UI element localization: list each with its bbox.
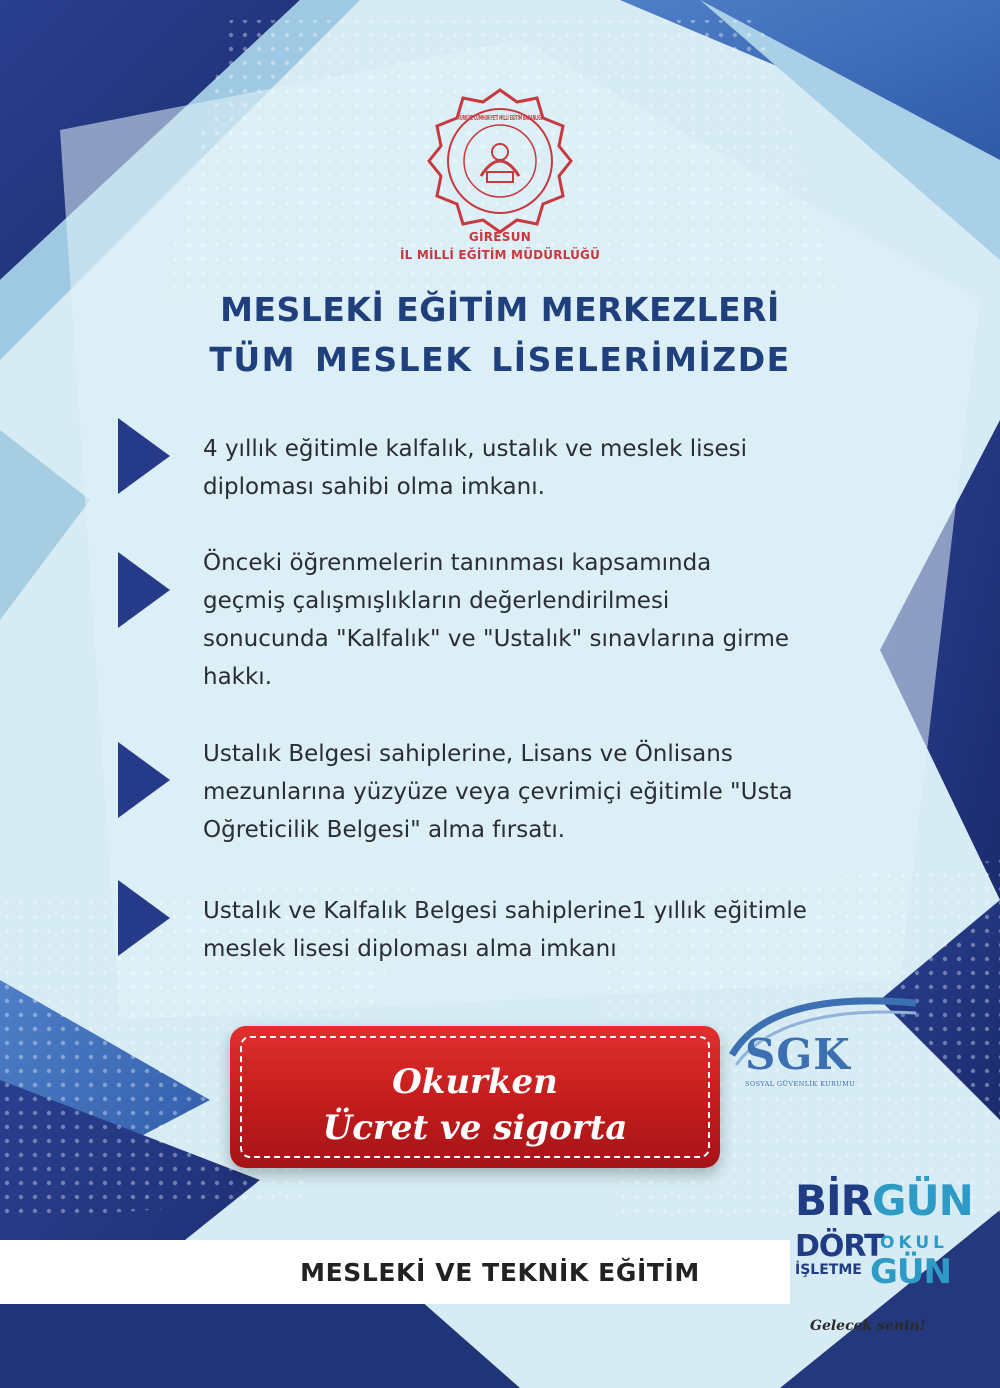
seal-ring-text: TÜRKİYE CUMHURİYETİ MİLLÎ EĞİTİM BAKANLIĞI — [458, 114, 648, 122]
badge-line-1: Okurken — [392, 1062, 558, 1102]
bullet-4-line-2: meslek lisesi diploması alma imkanı — [203, 936, 617, 962]
campaign-gun: GÜN — [871, 1176, 973, 1225]
triangle-bullet-icon — [118, 552, 170, 628]
sgk-full-name: SOSYAL GÜVENLİK KURUMU — [745, 1080, 856, 1088]
bullet-2-line-1: Önceki öğrenmelerin tanınması kapsamında — [203, 550, 712, 576]
campaign-slogan: Gelecek senin! — [810, 1318, 926, 1334]
bullet-1-line-1: 4 yıllık eğitimle kalfalık, ustalık ve meslek lisesi — [203, 436, 748, 462]
campaign-bir: BİR — [795, 1176, 872, 1225]
org-name: İL MİLLİ EĞİTİM MÜDÜRLÜĞÜ — [399, 248, 601, 262]
triangle-bullet-icon — [118, 742, 170, 818]
bullet-2-line-4: hakkı. — [203, 664, 273, 690]
org-city: GİRESUN — [468, 230, 532, 244]
campaign-okul: OKUL — [880, 1233, 948, 1253]
campaign-gun-2: GÜN — [870, 1252, 951, 1292]
bullet-3-line-1: Ustalık Belgesi sahiplerine, Lisans ve Önlisans — [203, 741, 733, 767]
campaign-dort: DÖRT — [795, 1229, 884, 1264]
bullet-3-line-2: mezunlarına yüzyüze veya çevrimiçi eğitimle "Usta — [203, 779, 793, 805]
wage-insurance-badge — [230, 1026, 720, 1168]
bullet-text-4 — [203, 892, 903, 968]
bullet-3-line-3: Oğreticilik Belgesi" alma fırsatı. — [203, 817, 566, 843]
ministry-seal-icon — [425, 86, 648, 236]
bullet-text-1 — [203, 430, 903, 506]
bullet-text-3 — [203, 735, 903, 849]
triangle-bullet-icon — [118, 418, 170, 494]
bullet-4-line-1: Ustalık ve Kalfalık Belgesi sahiplerine1 yıllık eğitimle — [203, 898, 807, 924]
campaign-isletme: İŞLETME — [795, 1262, 862, 1278]
triangle-bullet-icon — [118, 880, 170, 956]
bullet-text-2 — [203, 544, 903, 696]
headline-line-1: MESLEKİ EĞİTİM MERKEZLERİ — [220, 290, 780, 329]
campaign-bir-gun — [795, 1176, 973, 1225]
bullet-2-line-2: geçmiş çalışmışlıkların değerlendirilmesi — [203, 588, 670, 614]
footer-title: MESLEKİ VE TEKNİK EĞİTİM — [300, 1258, 700, 1287]
sgk-acronym: SGK — [745, 1030, 851, 1079]
bullet-1-line-2: diploması sahibi olma imkanı. — [203, 474, 545, 500]
badge-line-2: Ücret ve sigorta — [322, 1108, 628, 1148]
headline-line-2: TÜM MESLEK LİSELERİMİZDE — [209, 340, 791, 379]
bullet-2-line-3: sonucunda "Kalfalık" ve "Ustalık" sınavlarına girme — [203, 626, 790, 652]
